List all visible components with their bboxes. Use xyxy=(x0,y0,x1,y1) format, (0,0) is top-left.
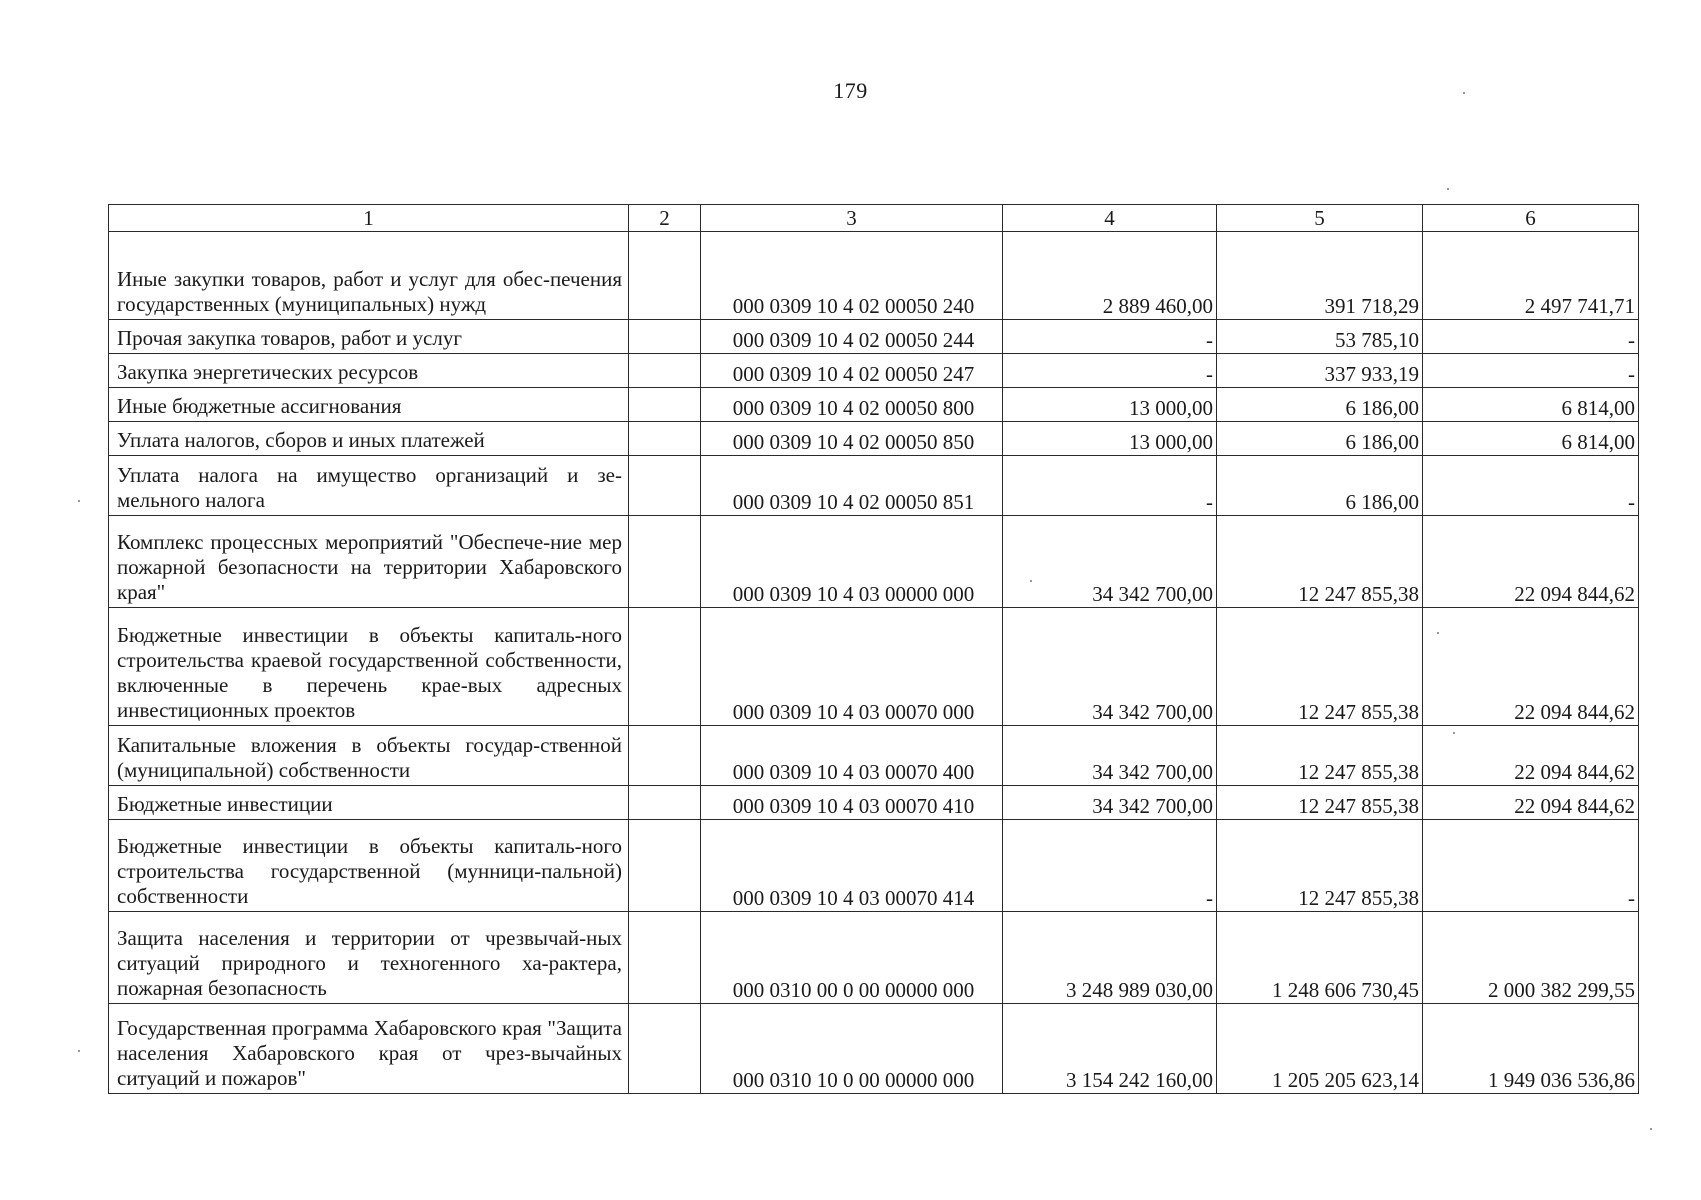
table-row xyxy=(109,422,1639,456)
row-col4-cell: 34 342 700,00 xyxy=(1003,516,1217,608)
row-col2-cell xyxy=(629,1004,701,1094)
row-code-cell: 000 0309 10 4 03 00070 400 xyxy=(701,726,1003,786)
table-row xyxy=(109,232,1639,320)
row-code-cell: 000 0309 10 4 02 00050 800 xyxy=(701,388,1003,422)
row-col5-cell: 12 247 855,38 xyxy=(1217,726,1423,786)
row-col5-cell: 1 248 606 730,45 xyxy=(1217,912,1423,1004)
row-col6-cell: - xyxy=(1423,820,1639,912)
scan-speck xyxy=(1437,632,1439,634)
row-name-cell: Уплата налогов, сборов и иных платежей xyxy=(109,422,629,456)
row-col4-cell: 13 000,00 xyxy=(1003,388,1217,422)
row-col5-cell: 53 785,10 xyxy=(1217,320,1423,354)
row-col6-cell: - xyxy=(1423,354,1639,388)
row-col2-cell xyxy=(629,820,701,912)
row-col2-cell xyxy=(629,456,701,516)
header-col-3: 3 xyxy=(701,205,1003,232)
header-col-6: 6 xyxy=(1423,205,1639,232)
row-code-cell: 000 0309 10 4 02 00050 851 xyxy=(701,456,1003,516)
row-name-cell: Комплекс процессных мероприятий "Обеспече-ние мер пожарной безопасности на территории Хабаровского края" xyxy=(109,516,629,608)
row-col4-cell: 2 889 460,00 xyxy=(1003,232,1217,320)
table-body xyxy=(109,205,1639,1094)
row-code-cell: 000 0309 10 4 02 00050 240 xyxy=(701,232,1003,320)
budget-table xyxy=(108,204,1639,1094)
row-col6-cell: - xyxy=(1423,320,1639,354)
row-col2-cell xyxy=(629,388,701,422)
scan-speck xyxy=(1447,188,1449,190)
scan-speck xyxy=(78,1050,80,1052)
table-row xyxy=(109,456,1639,516)
table-row xyxy=(109,320,1639,354)
row-col5-cell: 12 247 855,38 xyxy=(1217,786,1423,820)
row-col5-cell: 12 247 855,38 xyxy=(1217,820,1423,912)
row-col4-cell: 34 342 700,00 xyxy=(1003,786,1217,820)
row-col2-cell xyxy=(629,354,701,388)
row-col4-cell: - xyxy=(1003,456,1217,516)
table-row xyxy=(109,1004,1639,1094)
row-code-cell: 000 0309 10 4 03 00000 000 xyxy=(701,516,1003,608)
row-col2-cell xyxy=(629,786,701,820)
row-col2-cell xyxy=(629,912,701,1004)
row-col2-cell xyxy=(629,422,701,456)
row-col4-cell: 34 342 700,00 xyxy=(1003,608,1217,726)
scan-speck xyxy=(1453,732,1455,734)
row-name-cell: Уплата налога на имущество организаций и зе-мельного налога xyxy=(109,456,629,516)
header-col-2: 2 xyxy=(629,205,701,232)
row-col5-cell: 391 718,29 xyxy=(1217,232,1423,320)
row-name-cell: Иные закупки товаров, работ и услуг для обес-печения государственных (муниципальных) нужд xyxy=(109,232,629,320)
row-col2-cell xyxy=(629,320,701,354)
row-col6-cell: 22 094 844,62 xyxy=(1423,608,1639,726)
row-name-cell: Государственная программа Хабаровского края "Защита населения Хабаровского края от чрез-вычайных ситуаций и пожаров" xyxy=(109,1004,629,1094)
header-col-5: 5 xyxy=(1217,205,1423,232)
table-row xyxy=(109,608,1639,726)
row-name-cell: Бюджетные инвестиции в объекты капиталь-ного строительства краевой государственной собственности, включенные в перечень крае-вых адресных инвестиционных проектов xyxy=(109,608,629,726)
row-col5-cell: 1 205 205 623,14 xyxy=(1217,1004,1423,1094)
row-code-cell: 000 0309 10 4 02 00050 244 xyxy=(701,320,1003,354)
row-name-cell: Прочая закупка товаров, работ и услуг xyxy=(109,320,629,354)
table-header-row xyxy=(109,205,1639,232)
table-row xyxy=(109,516,1639,608)
row-code-cell: 000 0310 10 0 00 00000 000 xyxy=(701,1004,1003,1094)
row-col6-cell: 2 000 382 299,55 xyxy=(1423,912,1639,1004)
row-name-cell: Защита населения и территории от чрезвычай-ных ситуаций природного и техногенного ха-рактера, пожарная безопасность xyxy=(109,912,629,1004)
row-name-cell: Бюджетные инвестиции в объекты капиталь-ного строительства государственной (мунници-пальной) собственности xyxy=(109,820,629,912)
row-col5-cell: 6 186,00 xyxy=(1217,422,1423,456)
row-name-cell: Бюджетные инвестиции xyxy=(109,786,629,820)
row-code-cell: 000 0309 10 4 02 00050 247 xyxy=(701,354,1003,388)
row-col6-cell: 1 949 036 536,86 xyxy=(1423,1004,1639,1094)
row-code-cell: 000 0310 00 0 00 00000 000 xyxy=(701,912,1003,1004)
row-code-cell: 000 0309 10 4 03 00070 414 xyxy=(701,820,1003,912)
row-col4-cell: 13 000,00 xyxy=(1003,422,1217,456)
row-col6-cell: 22 094 844,62 xyxy=(1423,516,1639,608)
row-col4-cell: 3 248 989 030,00 xyxy=(1003,912,1217,1004)
row-code-cell: 000 0309 10 4 03 00070 410 xyxy=(701,786,1003,820)
row-col4-cell: 34 342 700,00 xyxy=(1003,726,1217,786)
row-name-cell: Закупка энергетических ресурсов xyxy=(109,354,629,388)
table-row xyxy=(109,820,1639,912)
scan-speck xyxy=(78,500,80,502)
row-col4-cell: - xyxy=(1003,820,1217,912)
row-col2-cell xyxy=(629,516,701,608)
row-code-cell: 000 0309 10 4 03 00070 000 xyxy=(701,608,1003,726)
row-name-cell: Иные бюджетные ассигнования xyxy=(109,388,629,422)
table-row xyxy=(109,786,1639,820)
row-col5-cell: 6 186,00 xyxy=(1217,456,1423,516)
row-col6-cell: - xyxy=(1423,456,1639,516)
row-col5-cell: 6 186,00 xyxy=(1217,388,1423,422)
row-col2-cell xyxy=(629,232,701,320)
table-row xyxy=(109,388,1639,422)
row-col4-cell: - xyxy=(1003,354,1217,388)
row-col6-cell: 22 094 844,62 xyxy=(1423,786,1639,820)
scan-speck xyxy=(1030,580,1032,582)
row-code-cell: 000 0309 10 4 02 00050 850 xyxy=(701,422,1003,456)
page-number: 179 xyxy=(833,78,868,103)
row-col2-cell xyxy=(629,608,701,726)
row-col4-cell: - xyxy=(1003,320,1217,354)
header-col-4: 4 xyxy=(1003,205,1217,232)
scan-speck xyxy=(1650,1128,1652,1130)
row-col2-cell xyxy=(629,726,701,786)
table-row xyxy=(109,726,1639,786)
row-col4-cell: 3 154 242 160,00 xyxy=(1003,1004,1217,1094)
scan-speck xyxy=(1463,92,1465,94)
table-row xyxy=(109,912,1639,1004)
row-name-cell: Капитальные вложения в объекты государ-ственной (муниципальной) собственности xyxy=(109,726,629,786)
table-row xyxy=(109,354,1639,388)
row-col6-cell: 2 497 741,71 xyxy=(1423,232,1639,320)
row-col5-cell: 337 933,19 xyxy=(1217,354,1423,388)
header-col-1: 1 xyxy=(109,205,629,232)
row-col6-cell: 6 814,00 xyxy=(1423,422,1639,456)
row-col6-cell: 6 814,00 xyxy=(1423,388,1639,422)
row-col6-cell: 22 094 844,62 xyxy=(1423,726,1639,786)
row-col5-cell: 12 247 855,38 xyxy=(1217,516,1423,608)
row-col5-cell: 12 247 855,38 xyxy=(1217,608,1423,726)
